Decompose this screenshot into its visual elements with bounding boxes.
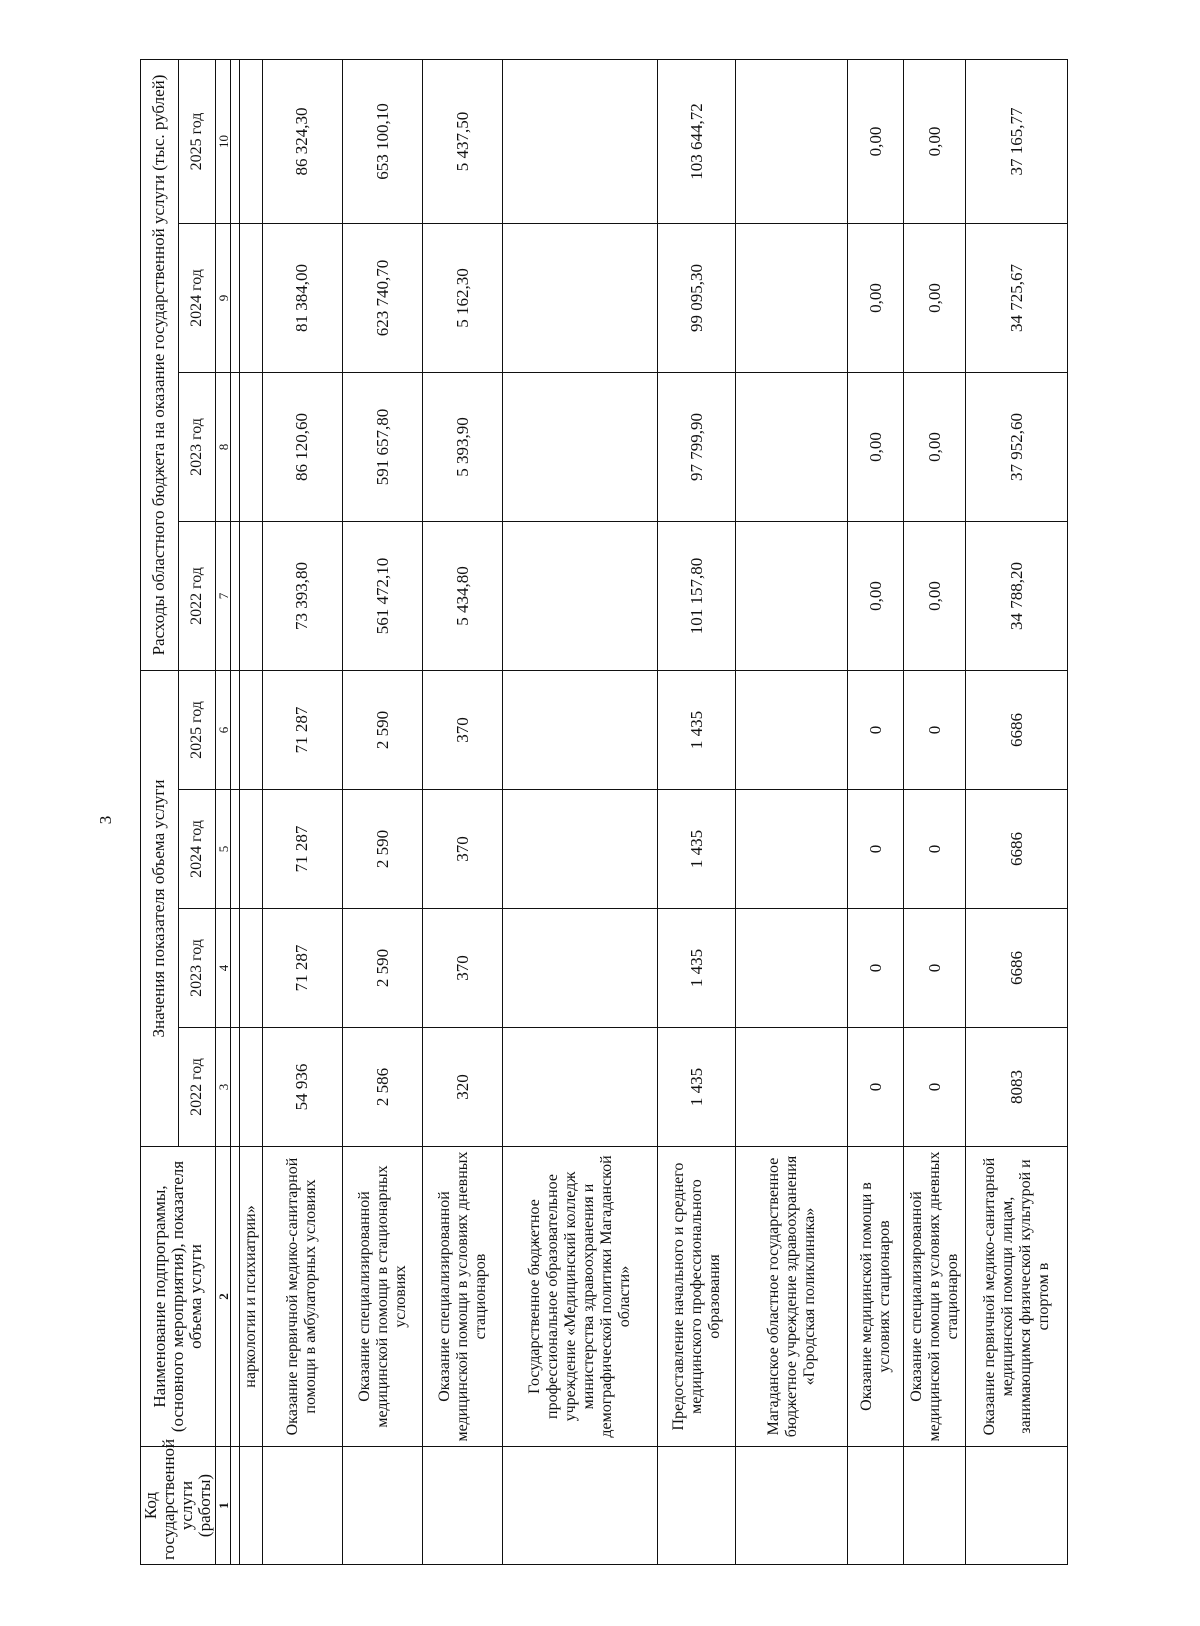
row-value-cell	[736, 224, 848, 373]
row-value-cell: 370	[423, 671, 503, 790]
table-body	[240, 59, 1068, 1564]
table-row	[262, 59, 342, 1564]
header-expense-year: 2025 год	[178, 59, 216, 223]
row-code-cell	[262, 1447, 342, 1565]
row-value-cell: 0,00	[847, 373, 903, 522]
column-number: 7	[216, 522, 231, 671]
header-code: Код государственной услуги (работы)	[141, 1447, 216, 1565]
row-code-cell	[658, 1447, 736, 1565]
row-value-cell: 0	[904, 671, 966, 790]
row-code-cell	[736, 1447, 848, 1565]
row-value-cell	[503, 790, 658, 909]
row-value-cell	[503, 671, 658, 790]
row-value-cell	[503, 224, 658, 373]
row-value-cell	[736, 1028, 848, 1147]
row-value-cell	[240, 522, 263, 671]
row-value-cell	[240, 1028, 263, 1147]
budget-table	[140, 59, 1068, 1565]
row-value-cell: 0,00	[904, 224, 966, 373]
row-value-cell: 34 725,67	[966, 224, 1068, 373]
row-value-cell: 2 590	[342, 671, 422, 790]
row-value-cell: 1 435	[658, 909, 736, 1028]
page-number: 3	[96, 815, 115, 825]
row-value-cell: 71 287	[262, 909, 342, 1028]
row-value-cell: 320	[423, 1028, 503, 1147]
table-row	[342, 59, 422, 1564]
row-name-cell: Оказание первичной медико-санитарной медицинской помощи лицам, занимающимся физической культурой и спортом в	[966, 1147, 1068, 1447]
row-value-cell: 81 384,00	[262, 224, 342, 373]
table-row	[503, 59, 658, 1564]
row-value-cell: 6686	[966, 790, 1068, 909]
row-value-cell: 37 165,77	[966, 59, 1068, 223]
column-number: 2	[216, 1147, 231, 1447]
row-value-cell	[503, 909, 658, 1028]
row-value-cell: 0	[847, 909, 903, 1028]
row-value-cell	[736, 59, 848, 223]
header-volume-group: Значения показателя объема услуги	[141, 671, 179, 1147]
row-value-cell: 0	[847, 1028, 903, 1147]
header-volume-year: 2024 год	[178, 790, 216, 909]
row-value-cell	[240, 909, 263, 1028]
row-value-cell: 8083	[966, 1028, 1068, 1147]
column-number: 8	[216, 373, 231, 522]
row-value-cell: 0	[904, 790, 966, 909]
row-value-cell	[240, 671, 263, 790]
header-name: Наименование подпрограммы, (основного мероприятия), показателя объема услуги	[141, 1147, 216, 1447]
table-row	[904, 59, 966, 1564]
table-row	[736, 59, 848, 1564]
row-value-cell	[503, 59, 658, 223]
row-value-cell: 6686	[966, 909, 1068, 1028]
column-number: 1	[216, 1447, 231, 1565]
column-number-row	[216, 59, 231, 1564]
row-value-cell: 0,00	[904, 373, 966, 522]
column-number: 10	[216, 59, 231, 223]
row-value-cell	[736, 373, 848, 522]
row-value-cell: 0,00	[847, 522, 903, 671]
row-value-cell	[503, 373, 658, 522]
row-value-cell: 1 435	[658, 1028, 736, 1147]
row-value-cell: 0	[847, 671, 903, 790]
row-value-cell	[503, 1028, 658, 1147]
row-value-cell: 2 586	[342, 1028, 422, 1147]
row-value-cell: 591 657,80	[342, 373, 422, 522]
row-value-cell	[736, 671, 848, 790]
table-row	[658, 59, 736, 1564]
row-name-cell: Предоставление начального и среднего медицинского профессионального образования	[658, 1147, 736, 1447]
column-number: 5	[216, 790, 231, 909]
column-number: 4	[216, 909, 231, 1028]
row-value-cell: 6686	[966, 671, 1068, 790]
row-value-cell: 0,00	[904, 522, 966, 671]
row-name-cell: Оказание специализированной медицинской помощи в условиях дневных стационаров	[904, 1147, 966, 1447]
row-value-cell: 71 287	[262, 790, 342, 909]
row-value-cell	[240, 373, 263, 522]
row-value-cell: 86 324,30	[262, 59, 342, 223]
row-value-cell: 653 100,10	[342, 59, 422, 223]
row-value-cell: 103 644,72	[658, 59, 736, 223]
row-value-cell: 370	[423, 909, 503, 1028]
header-expense-group: Расходы областного бюджета на оказание государственной услуги (тыс. рублей)	[141, 59, 179, 670]
row-value-cell: 0	[904, 1028, 966, 1147]
column-number: 3	[216, 1028, 231, 1147]
row-code-cell	[966, 1447, 1068, 1565]
row-code-cell	[503, 1447, 658, 1565]
row-value-cell: 101 157,80	[658, 522, 736, 671]
row-value-cell: 5 434,80	[423, 522, 503, 671]
header-expense-year: 2022 год	[178, 522, 216, 671]
table-row	[966, 59, 1068, 1564]
row-value-cell: 5 393,90	[423, 373, 503, 522]
header-expense-year: 2024 год	[178, 224, 216, 373]
row-value-cell: 0	[847, 790, 903, 909]
row-value-cell: 97 799,90	[658, 373, 736, 522]
row-value-cell	[240, 224, 263, 373]
spacer-row	[231, 59, 240, 1564]
row-value-cell: 5 437,50	[423, 59, 503, 223]
row-value-cell: 54 936	[262, 1028, 342, 1147]
row-name-cell: Оказание специализированной медицинской помощи в стационарных условиях	[342, 1147, 422, 1447]
row-value-cell	[736, 522, 848, 671]
column-number: 6	[216, 671, 231, 790]
row-value-cell: 0,00	[847, 59, 903, 223]
table-row	[423, 59, 503, 1564]
row-code-cell	[423, 1447, 503, 1565]
row-name-cell: наркологии и психиатрии»	[240, 1147, 263, 1447]
header-volume-year: 2022 год	[178, 1028, 216, 1147]
column-number: 9	[216, 224, 231, 373]
row-value-cell	[503, 522, 658, 671]
row-value-cell: 1 435	[658, 671, 736, 790]
row-value-cell: 86 120,60	[262, 373, 342, 522]
row-name-cell: Оказание специализированной медицинской помощи в условиях дневных стационаров	[423, 1147, 503, 1447]
row-value-cell: 34 788,20	[966, 522, 1068, 671]
row-value-cell: 2 590	[342, 790, 422, 909]
row-value-cell	[736, 790, 848, 909]
row-name-cell: Оказание медицинской помощи в условиях стационаров	[847, 1147, 903, 1447]
row-value-cell: 37 952,60	[966, 373, 1068, 522]
header-expense-year: 2023 год	[178, 373, 216, 522]
row-code-cell	[904, 1447, 966, 1565]
row-value-cell	[240, 790, 263, 909]
row-value-cell	[736, 909, 848, 1028]
row-code-cell	[847, 1447, 903, 1565]
row-value-cell: 0,00	[904, 59, 966, 223]
row-code-cell	[342, 1447, 422, 1565]
table-row	[240, 59, 263, 1564]
row-value-cell: 71 287	[262, 671, 342, 790]
row-value-cell: 561 472,10	[342, 522, 422, 671]
row-value-cell: 370	[423, 790, 503, 909]
row-value-cell: 99 095,30	[658, 224, 736, 373]
row-value-cell: 2 590	[342, 909, 422, 1028]
row-value-cell: 1 435	[658, 790, 736, 909]
row-name-cell: Магаданское областное государственное бюджетное учреждение здравоохранения «Городская поликлиника»	[736, 1147, 848, 1447]
row-value-cell: 0	[904, 909, 966, 1028]
row-name-cell: Государственное бюджетное профессиональное образовательное учреждение «Медицинский колледж министерства здравоохранения и демографической политики Магаданской области»	[503, 1147, 658, 1447]
row-value-cell: 623 740,70	[342, 224, 422, 373]
row-value-cell: 0,00	[847, 224, 903, 373]
rotated-table-container	[140, 60, 1065, 1565]
header-volume-year: 2023 год	[178, 909, 216, 1028]
row-name-cell: Оказание первичной медико-санитарной помощи в амбулаторных условиях	[262, 1147, 342, 1447]
table-row	[847, 59, 903, 1564]
row-value-cell: 5 162,30	[423, 224, 503, 373]
header-volume-year: 2025 год	[178, 671, 216, 790]
row-value-cell: 73 393,80	[262, 522, 342, 671]
row-value-cell	[240, 59, 263, 223]
row-code-cell	[240, 1447, 263, 1565]
